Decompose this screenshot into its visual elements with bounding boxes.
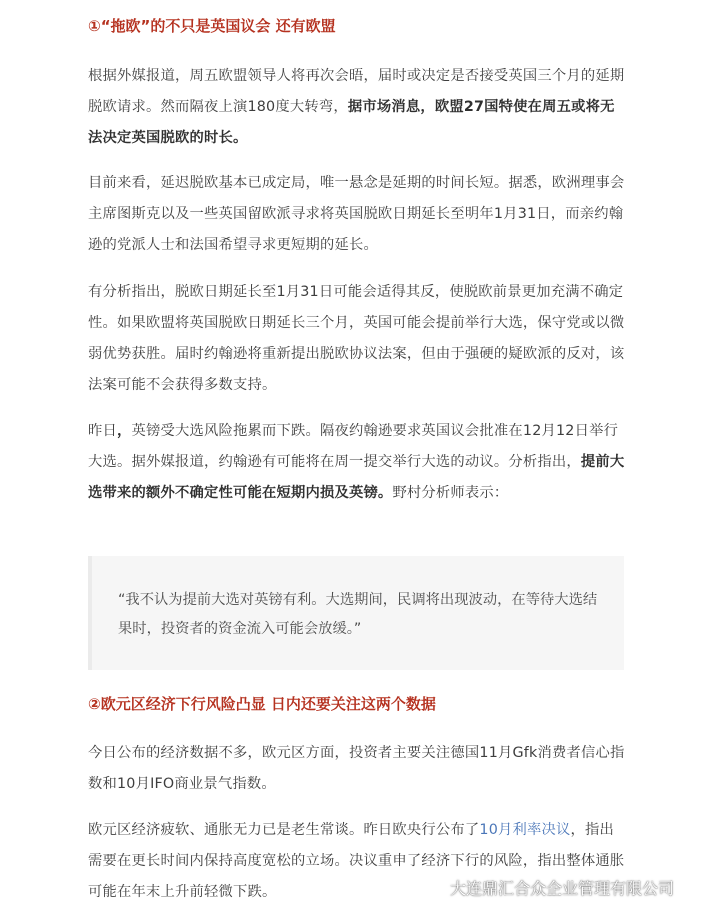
- paragraph-bold-text: 据市场消息，欧盟27国特使在周五或将无法决定英国脱欧的时长。: [88, 99, 615, 146]
- section2-heading: ②欧元区经济下行风险凸显 日内还要关注这两个数据: [88, 695, 436, 713]
- paragraph-text: 欧元区经济疲软、通胀无力已是老生常谈。昨日欧央行公布了: [88, 822, 480, 838]
- wechat-icon: [418, 876, 444, 898]
- paragraph-text: 根据外媒报道，周五欧盟领导人将再次会晤，届时或决定是否接受英国三个月的延期脱欧请求。然而隔夜上演180度大转弯，: [88, 68, 625, 115]
- section2-paragraph-1: 今日公布的经济数据不多，欧元区方面，投资者主要关注德国11月Gfk消费者信心指数和10月IFO商业景气指数。: [88, 745, 625, 792]
- paragraph-text: ，指出需要在更长时间内保持高度宽松的立场。决议重申了经济下行的风险，指出整体通胀可能在年末上升前轻微下跌。: [88, 822, 625, 900]
- paragraph-bold-text: 提前大选带来的额外不确定性可能在短期内损及英镑。: [88, 454, 625, 501]
- paragraph-bold-text: ，: [117, 423, 132, 439]
- paragraph-text: 昨日: [88, 423, 117, 439]
- section1-paragraph-3: 有分析指出，脱欧日期延长至1月31日可能会适得其反，使脱欧前景更加充满不确定性。如果欧盟将英国脱欧日期延长三个月，英国可能会提前举行大选，保守党或以微弱优势获胜。届时约翰逊将重新提出脱欧协议法案，但由于强硬的疑欧派的反对，该法案可能不会获得多数支持。: [88, 284, 625, 393]
- blockquote: [88, 556, 624, 670]
- section1-paragraph-4: [88, 416, 628, 509]
- watermark: [418, 874, 674, 900]
- paragraph-text: 野村分析师表示：: [392, 485, 509, 501]
- paragraph-text: 英镑受大选风险拖累而下跌。隔夜约翰逊要求英国议会批准在12月12日举行大选。据外媒报道，约翰逊有可能将在周一提交举行大选的动议。分析指出，: [88, 423, 619, 470]
- section1-paragraph-1: [88, 61, 628, 154]
- rate-decision-link[interactable]: 10月利率决议: [479, 822, 571, 838]
- section1-paragraph-2: 目前来看，延迟脱欧基本已成定局，唯一悬念是延期的时间长短。据悉，欧洲理事会主席图斯克以及一些英国留欧派寻求将英国脱欧日期延长至明年1月31日，而亲约翰逊的党派人士和法国希望寻求更短期的延长。: [88, 175, 625, 253]
- watermark-text: 大连鼎汇合众企业管理有限公司: [450, 878, 675, 898]
- section1-heading: ①“拖欧”的不只是英国议会 还有欧盟: [88, 17, 336, 35]
- quote-text: “我不认为提前大选对英镑有利。大选期间，民调将出现波动，在等待大选结果时，投资者的资金流入可能会放缓。”: [118, 592, 598, 637]
